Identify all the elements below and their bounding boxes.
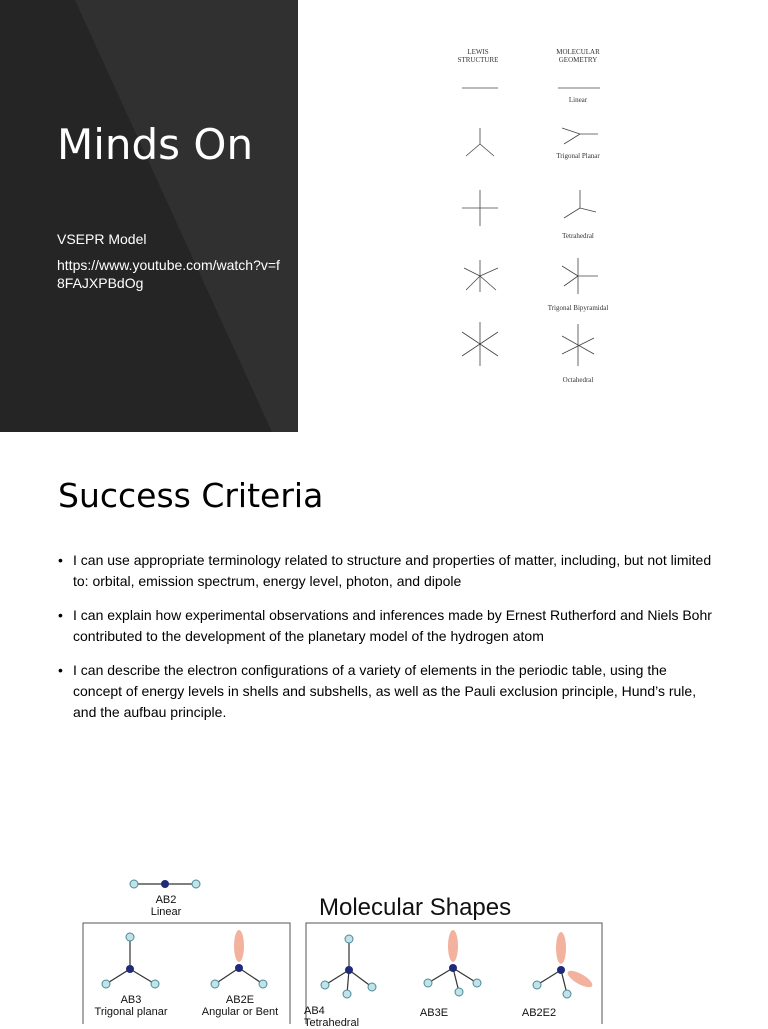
shape-name: Linear xyxy=(150,906,182,918)
shape-label-ab3 xyxy=(88,994,174,1018)
video-link[interactable]: https://www.youtube.com/watch?v=f8FAJXPBdOg xyxy=(57,257,280,291)
geometry-name-octahedral: Octahedral xyxy=(562,376,594,384)
criteria-list xyxy=(58,550,718,736)
shape-name: Trigonal planar xyxy=(94,1006,168,1018)
shape-formula: AB4 xyxy=(304,1005,325,1017)
vsepr-figure xyxy=(440,40,630,390)
shape-label-ab4 xyxy=(304,1005,366,1029)
geometry-name-tetrahedral: Tetrahedral xyxy=(562,232,594,240)
geometry-name-linear: Linear xyxy=(568,96,588,104)
shape-formula: AB2E2 xyxy=(521,1007,557,1019)
shape-formula: AB2E xyxy=(225,994,255,1006)
header-geometry-line2: GEOMETRY xyxy=(558,56,598,64)
decorative-stripe xyxy=(0,0,298,432)
shape-name: Tetrahedral xyxy=(304,1017,360,1029)
slide-success-criteria xyxy=(0,432,768,864)
geometry-name-trigonal-bipyramidal: Trigonal Bipyramidal xyxy=(547,304,609,312)
slide-minds-on xyxy=(0,0,768,432)
slide-molecular-shapes xyxy=(0,864,768,1029)
shape-label-ab2e xyxy=(194,994,286,1018)
bullet-icon: • xyxy=(58,552,63,568)
shape-formula: AB3 xyxy=(120,994,142,1006)
shape-name: Angular or Bent xyxy=(201,1006,279,1018)
bullet-icon: • xyxy=(58,607,63,623)
slide-subtitle: VSEPR Model xyxy=(57,231,147,247)
slide-title: Success Criteria xyxy=(58,476,324,515)
header-lewis-line1: LEWIS xyxy=(467,48,489,56)
shape-label-ab2e2 xyxy=(516,1007,562,1019)
title-panel xyxy=(0,0,298,432)
header-lewis-line2: STRUCTURE xyxy=(457,56,499,64)
shape-formula: AB2 xyxy=(155,894,177,906)
criteria-text: I can describe the electron configurations of a variety of elements in the periodic table, using the concept of energy levels in shells and subshells, as well as the Pauli exclusion principle, Hund’s rule, and the aufbau principle. xyxy=(73,662,697,720)
shape-label-ab3e xyxy=(414,1007,454,1019)
criteria-text: I can explain how experimental observations and inferences made by Ernest Rutherford and Niels Bohr contributed to the development of the planetary model of the hydrogen atom xyxy=(73,607,712,644)
list-item xyxy=(58,550,718,592)
slide-title: Minds On xyxy=(57,120,254,169)
shape-label-ab2 xyxy=(140,894,192,918)
bullet-icon: • xyxy=(58,662,63,678)
list-item xyxy=(58,605,718,647)
list-item xyxy=(58,660,718,723)
criteria-text: I can use appropriate terminology related to structure and properties of matter, including, but not limited to: orbital, emission spectrum, energy level, photon, and dipole xyxy=(73,552,712,589)
shapes-title: Molecular Shapes xyxy=(319,894,512,921)
shape-formula: AB3E xyxy=(419,1007,449,1019)
header-geometry-line1: MOLECULAR xyxy=(556,48,600,56)
geometry-name-trigonal-planar: Trigonal Planar xyxy=(556,152,600,160)
